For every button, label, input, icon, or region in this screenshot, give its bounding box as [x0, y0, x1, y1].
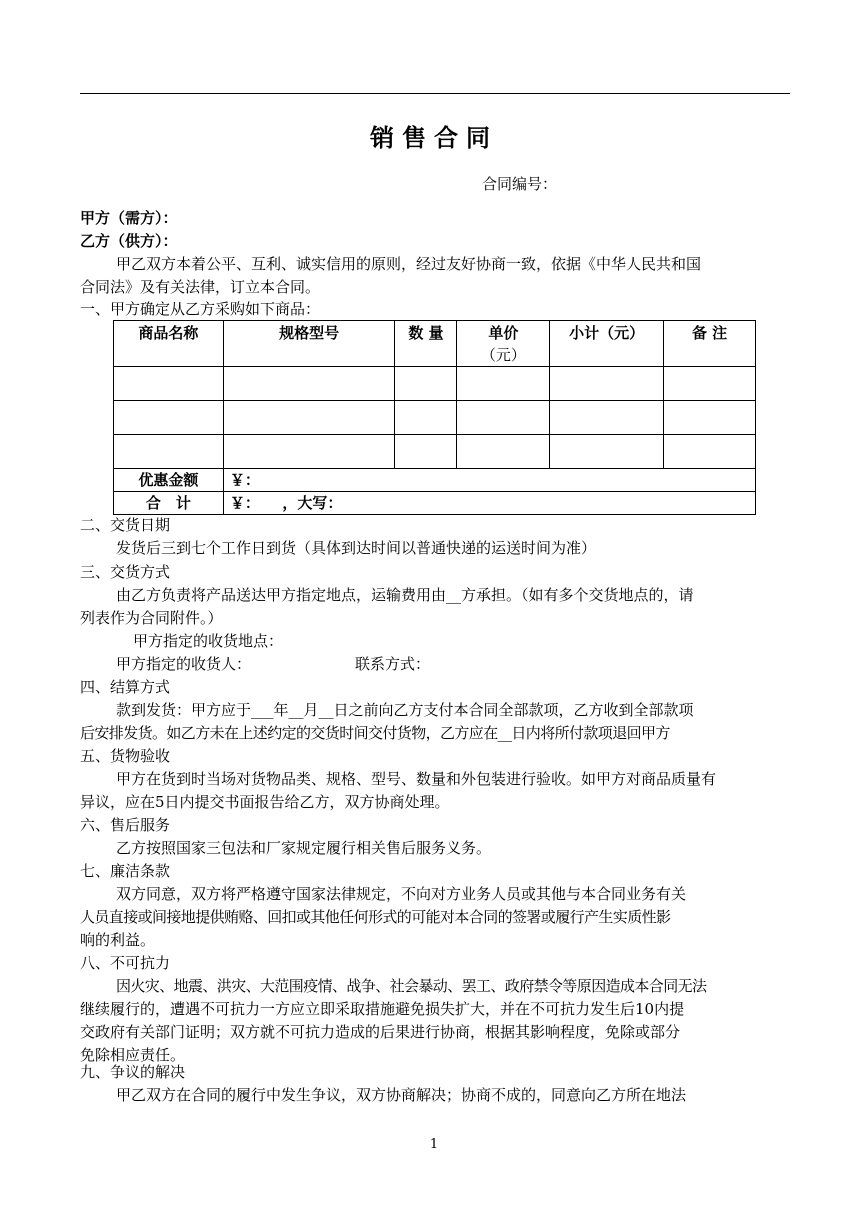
table-cell[interactable]: [550, 401, 664, 435]
party-a-label: 甲方（需方）：: [80, 209, 178, 227]
section-2-text: 发货后三到七个工作日到货（具体到达时间以普通快递的运送时间为准）: [116, 539, 597, 557]
table-cell[interactable]: [664, 435, 756, 469]
header-unit-price-line1: 单价: [488, 324, 519, 342]
table-cell[interactable]: [223, 435, 395, 469]
section-3-text-line-2: 列表作为合同附件。）: [80, 609, 223, 627]
table-cell[interactable]: [395, 401, 457, 435]
table-cell[interactable]: [550, 435, 664, 469]
intro-line-1: 甲乙双方本着公平、互利、诚实信用的原则，经过友好协商一致，依据《中华人民共和国: [116, 255, 702, 273]
table-cell[interactable]: [114, 435, 224, 469]
header-subtotal: 小计（元）: [550, 321, 664, 367]
table-cell[interactable]: [550, 367, 664, 401]
table-cell[interactable]: [114, 367, 224, 401]
section-5-heading: 五、货物验收: [80, 747, 171, 765]
table-cell[interactable]: [395, 367, 457, 401]
total-value[interactable]: ￥： ，大写：: [223, 492, 755, 515]
section-2-heading: 二、交货日期: [80, 516, 171, 534]
header-product-name: 商品名称: [114, 321, 224, 367]
section-5-text-line-1: 甲方在货到时当场对货物品类、规格、型号、数量和外包装进行验收。如甲方对商品质量有: [116, 770, 717, 788]
discount-label: 优惠金额: [114, 469, 224, 492]
section-4-text-line-1: 款到发货：甲方应于___年__月__日之前向乙方支付本合同全部款项，乙方收到全部款项: [116, 701, 694, 719]
section-4-text-line-2: 后安排发货。如乙方未在上述约定的交货时间交付货物，乙方应在__日内将所付款项退回甲方: [80, 724, 670, 742]
discount-value[interactable]: ￥：: [223, 469, 755, 492]
contact-label: 联系方式：: [355, 655, 431, 673]
goods-table: [113, 320, 756, 515]
page-number: 1: [429, 1137, 439, 1152]
contract-number-label: 合同编号：: [482, 175, 558, 193]
header-remarks: 备 注: [664, 321, 756, 367]
header-unit-price-line2: （元）: [480, 346, 526, 364]
section-4-heading: 四、结算方式: [80, 678, 171, 696]
section-1-heading: 一、甲方确定从乙方采购如下商品：: [80, 300, 321, 318]
section-5-text-line-2: 异议，应在5日内提交书面报告给乙方，双方协商处理。: [80, 793, 450, 811]
section-3-text-line-1: 由乙方负责将产品送达甲方指定地点，运输费用由__方承担。（如有多个交货地点的，请: [116, 586, 694, 604]
section-8-text-line-2: 继续履行的，遭遇不可抗力一方应立即采取措施避免损失扩大，并在不可抗力发生后10内提: [80, 1000, 685, 1018]
table-row: [114, 401, 756, 435]
section-9-text: 甲乙双方在合同的履行中发生争议，双方协商解决；协商不成的，同意向乙方所在地法: [116, 1086, 687, 1104]
table-row: [114, 367, 756, 401]
table-cell[interactable]: [457, 435, 550, 469]
table-cell[interactable]: [664, 401, 756, 435]
table-cell[interactable]: [457, 401, 550, 435]
section-8-text-line-1: 因火灾、地震、洪灾、大范围疫情、战争、社会暴动、罢工、政府禁令等原因造成本合同无法: [116, 977, 707, 995]
party-b-label: 乙方（供方）：: [80, 232, 178, 250]
intro-line-2: 合同法》及有关法律，订立本合同。: [80, 278, 321, 296]
section-8-heading: 八、不可抗力: [80, 954, 171, 972]
table-cell[interactable]: [114, 401, 224, 435]
section-8-text-line-3: 交政府有关部门证明；双方就不可抗力造成的后果进行协商，根据其影响程度，免除或部分: [80, 1023, 681, 1041]
discount-row: [114, 469, 756, 492]
document-title: 销售合同: [370, 124, 498, 152]
section-9-heading: 九、争议的解决: [80, 1063, 186, 1081]
section-7-text-line-2: 人员直接或间接地提供贿赂、回扣或其他任何形式的可能对本合同的签署或履行产生实质性影: [80, 908, 671, 926]
total-row: [114, 492, 756, 515]
header-spec-model: 规格型号: [223, 321, 395, 367]
section-7-text-line-1: 双方同意，双方将严格遵守国家法律规定，不向对方业务人员或其他与本合同业务有关: [116, 885, 687, 903]
table-cell[interactable]: [457, 367, 550, 401]
section-7-text-line-3: 响的利益。: [80, 931, 156, 949]
delivery-address-label: 甲方指定的收货地点：: [133, 632, 284, 650]
header-quantity: 数 量: [395, 321, 457, 367]
header-unit-price: [457, 321, 550, 367]
table-header-row: [114, 321, 756, 367]
section-6-text: 乙方按照国家三包法和厂家规定履行相关售后服务义务。: [116, 839, 492, 857]
table-cell[interactable]: [664, 367, 756, 401]
table-cell[interactable]: [395, 435, 457, 469]
section-7-heading: 七、廉洁条款: [80, 862, 171, 880]
total-label: 合 计: [114, 492, 224, 515]
receiver-label: 甲方指定的收货人：: [116, 655, 252, 673]
section-8-text-line-4: 免除相应责任。: [80, 1046, 186, 1064]
section-6-heading: 六、售后服务: [80, 816, 171, 834]
table-cell[interactable]: [223, 401, 395, 435]
header-rule: [80, 93, 790, 94]
section-3-heading: 三、交货方式: [80, 563, 171, 581]
table-row: [114, 435, 756, 469]
table-cell[interactable]: [223, 367, 395, 401]
